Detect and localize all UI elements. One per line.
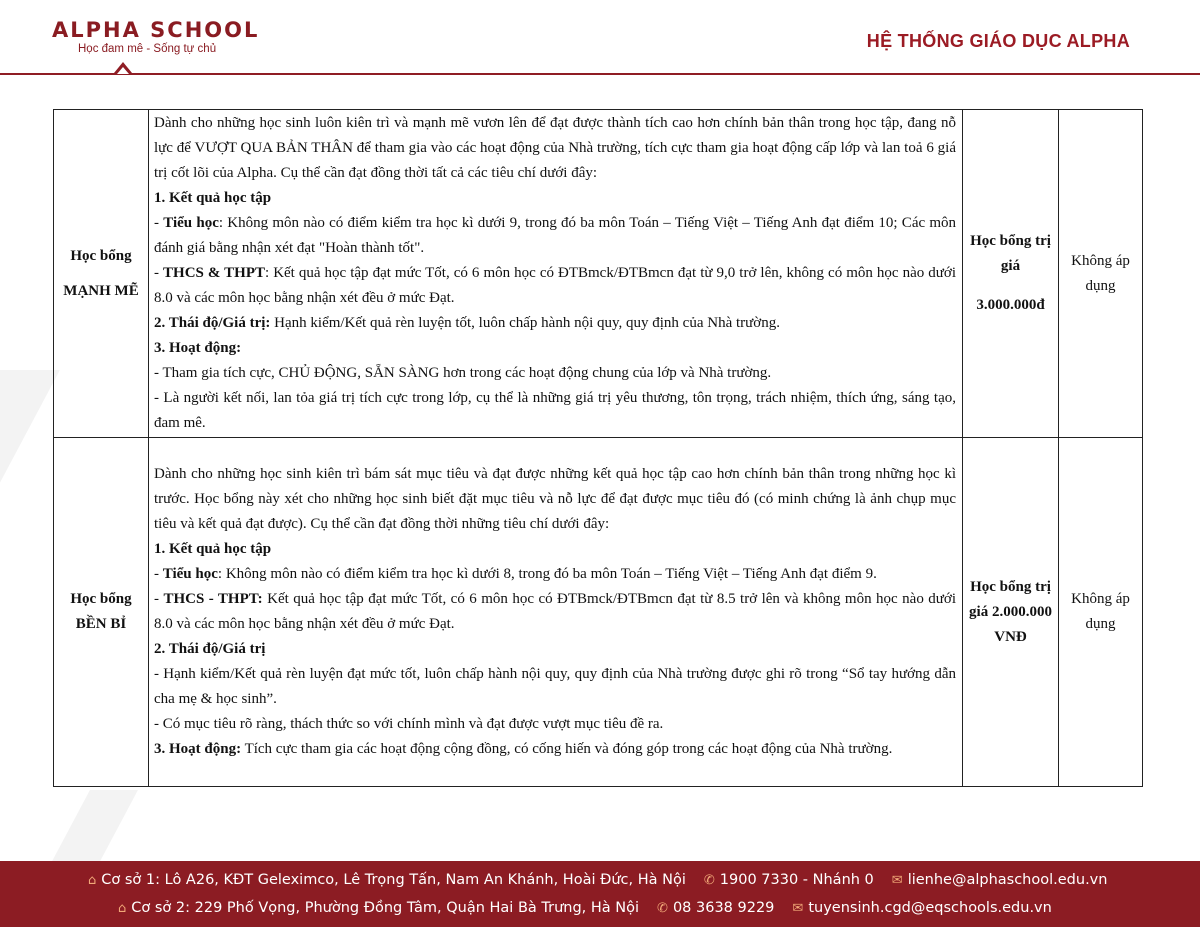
footer-email[interactable] <box>892 872 1108 888</box>
criteria-item: - Hạnh kiểm/Kết quả rèn luyện đạt mức tốt, luôn chấp hành nội quy, quy định của Nhà trường được ghi rõ trong “Sổ tay hướng dẫn cha mẹ & học sinh”. <box>154 666 956 707</box>
scholarship-name <box>54 438 149 787</box>
footer-email[interactable] <box>792 900 1051 916</box>
criteria-heading: 3. Hoạt động: <box>154 741 242 757</box>
scholarship-name-line: BỀN BỈ <box>75 616 127 632</box>
criteria-item: - Tham gia tích cực, CHỦ ĐỘNG, SẴN SÀNG hơn trong các hoạt động chung của lớp và Nhà trường. <box>154 365 772 381</box>
criteria-label: Tiểu học <box>162 566 218 582</box>
scholarship-applicability: Không áp dụng <box>1059 110 1143 438</box>
criteria-label: Tiểu học <box>163 215 219 231</box>
criteria-heading: 3. Hoạt động: <box>154 340 242 356</box>
criteria-text: Kết quả học tập đạt mức Tốt, có 6 môn học có ĐTBmck/ĐTBmcn đạt từ 8.5 trở lên và không môn học nào dưới 8.0 và các môn học bằng nhận xét đều ở mức Đạt. <box>154 591 956 632</box>
criteria-item <box>154 311 956 336</box>
footer-row <box>118 900 1052 916</box>
email-address: lienhe@alphaschool.edu.vn <box>907 872 1108 888</box>
scholarship-criteria <box>149 110 963 438</box>
footer-row <box>88 872 1107 888</box>
criteria-item: - THCS - THPT: Kết quả học tập đạt mức Tốt, có 6 môn học có ĐTBmck/ĐTBmcn đạt từ 8.5 trở lên và không môn học nào dưới 8.0 và các môn học bằng nhận xét đều ở mức Đạt. <box>154 591 956 632</box>
criteria-text: : Kết quả học tập đạt mức Tốt, có 6 môn học có ĐTBmck/ĐTBmcn đạt từ 9,0 trở lên, không có môn học nào dưới 8.0 và các môn học bằng nhận xét đều ở mức Đạt. <box>154 265 956 306</box>
scholarship-table <box>53 109 1143 787</box>
scholarship-value: Học bổng trị giá 2.000.000 VNĐ <box>963 438 1059 787</box>
criteria-heading: 2. Thái độ/Giá trị <box>154 641 266 657</box>
campus-address: Cơ sở 2: 229 Phố Vọng, Phường Đồng Tâm, Quận Hai Bà Trưng, Hà Nội <box>131 900 640 916</box>
criteria-heading: 2. Thái độ/Giá trị: <box>154 315 271 331</box>
criteria-item <box>154 737 956 762</box>
phone-icon: ✆ <box>657 900 668 916</box>
footer-phone[interactable] <box>657 900 774 916</box>
phone-number: 1900 7330 - Nhánh 0 <box>719 872 874 888</box>
footer-phone[interactable] <box>704 872 874 888</box>
scholarship-name-line: Học bổng <box>70 591 132 607</box>
page-footer <box>0 861 1200 927</box>
home-icon: ⌂ <box>118 900 127 916</box>
criteria-item: - Là người kết nối, lan tỏa giá trị tích cực trong lớp, cụ thể là những giá trị yêu thương, tôn trọng, trách nhiệm, thích ứng, sáng tạo, đam mê. <box>154 390 956 431</box>
home-icon: ⌂ <box>88 872 97 888</box>
scholarship-name-line: Học bổng <box>70 247 132 264</box>
phone-icon: ✆ <box>703 872 715 888</box>
email-address: tuyensinh.cgd@eqschools.edu.vn <box>808 900 1052 916</box>
watermark-stripe <box>0 370 60 520</box>
criteria-text: : Không môn nào có điểm kiểm tra học kì dưới 9, trong đó ba môn Toán – Tiếng Việt – Tiếng Anh đạt điểm 10; Các môn đánh giá bằng nhận xét đạt "Hoàn thành tốt". <box>154 215 957 256</box>
table-row <box>54 438 1143 787</box>
system-name: HỆ THỐNG GIÁO DỤC ALPHA <box>866 31 1130 51</box>
scholarship-name-line: MẠNH MẼ <box>63 282 139 299</box>
criteria-label: THCS & THPT <box>163 265 265 281</box>
page-header <box>0 0 1200 80</box>
criteria-heading: 1. Kết quả học tập <box>154 541 272 557</box>
header-notch-inner <box>117 67 129 74</box>
header-divider <box>0 73 1200 75</box>
scholarship-applicability: Không áp dụng <box>1059 438 1143 787</box>
scholarship-value <box>963 110 1059 438</box>
criteria-label: THCS - THPT: <box>163 591 263 607</box>
criteria-text: Tích cực tham gia các hoạt động cộng đồng, có cống hiến và đóng góp trong các hoạt động của Nhà trường. <box>241 741 893 757</box>
criteria-heading: 1. Kết quả học tập <box>154 190 272 206</box>
scholarship-name <box>54 110 149 438</box>
criteria-item: - THCS & THPT: Kết quả học tập đạt mức Tốt, có 6 môn học có ĐTBmck/ĐTBmcn đạt từ 9,0 trở lên, không có môn học nào dưới 8.0 và các môn học bằng nhận xét đều ở mức Đạt. <box>154 265 956 306</box>
mail-icon: ✉ <box>792 900 804 916</box>
criteria-intro: Dành cho những học sinh kiên trì bám sát mục tiêu và đạt được những kết quả học tập cao hơn chính bản thân trong những học kì trước. Học bổng này xét cho những học sinh biết đặt mục tiêu và nỗ lực để đạt được mục tiêu đó (có minh chứng là ảnh chụp mục tiêu và kết quả đạt được). Cụ thể cần đạt đồng thời những tiêu chí dưới đây: <box>154 466 956 532</box>
footer-address <box>88 872 686 888</box>
watermark-stripe <box>50 790 138 865</box>
criteria-intro: Dành cho những học sinh luôn kiên trì và mạnh mẽ vươn lên để đạt được thành tích cao hơn chính bản thân trong học tập, đang nỗ lực để VƯỢT QUA BẢN THÂN để tham gia vào các hoạt động của Nhà trường, tích cực tham gia hoạt động cấp lớp và lan toả 6 giá trị cốt lõi của Alpha. Cụ thể cần đạt đồng thời tất cả các tiêu chí dưới đây: <box>154 115 956 181</box>
scholarship-criteria <box>149 438 963 787</box>
logo-title: ALPHA SCHOOL <box>52 18 260 42</box>
criteria-item: - Có mục tiêu rõ ràng, thách thức so với chính mình và đạt được vượt mục tiêu đề ra. <box>154 716 664 732</box>
scholarship-value-label: Học bổng trị giá <box>970 233 1051 274</box>
mail-icon: ✉ <box>891 872 903 888</box>
criteria-text: : Không môn nào có điểm kiểm tra học kì dưới 8, trong đó ba môn Toán – Tiếng Việt – Tiếng Anh đạt điểm 9. <box>217 566 877 582</box>
logo-tagline: Học đam mê - Sống tự chủ <box>78 43 217 55</box>
criteria-item: - Tiểu học: Không môn nào có điểm kiểm tra học kì dưới 9, trong đó ba môn Toán – Tiếng Việt – Tiếng Anh đạt điểm 10; Các môn đánh giá bằng nhận xét đạt "Hoàn thành tốt". <box>154 215 957 256</box>
footer-address <box>118 900 639 916</box>
criteria-text: Hạnh kiểm/Kết quả rèn luyện tốt, luôn chấp hành nội quy, quy định của Nhà trường. <box>270 315 780 331</box>
criteria-item: - Tiểu học: Không môn nào có điểm kiểm tra học kì dưới 8, trong đó ba môn Toán – Tiếng Việt – Tiếng Anh đạt điểm 9. <box>154 566 877 582</box>
school-logo[interactable] <box>52 18 259 55</box>
table-row <box>54 110 1143 438</box>
phone-number: 08 3638 9229 <box>672 900 775 916</box>
campus-address: Cơ sở 1: Lô A26, KĐT Geleximco, Lê Trọng Tấn, Nam An Khánh, Hoài Đức, Hà Nội <box>101 872 686 888</box>
scholarship-value-amount: 3.000.000đ <box>976 297 1045 313</box>
